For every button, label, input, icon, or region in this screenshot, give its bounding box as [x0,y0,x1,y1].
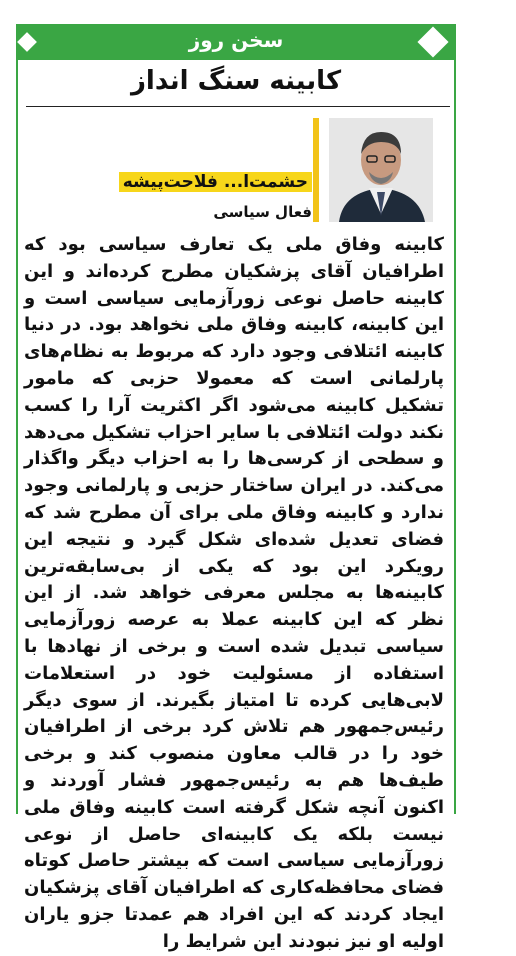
author-name: حشمت‌ا... فلاحت‌پیشه [119,172,312,192]
photo-accent-bar [313,118,319,222]
author-role: فعال سیاسی [213,203,312,221]
divider [26,106,450,107]
author-photo [329,118,433,222]
column-header [16,24,456,60]
article-body [24,232,444,956]
column-label: سخن روز [188,28,284,52]
body-paragraph: کابینه وفاق ملی یک تعارف سیاسی بود که اطرافیان آقای پزشکیان مطرح کرده‌اند و این کابینه حاصل نوعی زورآزمایی سیاسی است و این کابینه، کابینه وفاق ملی نخواهد بود. در دنیا کابینه ائتلافی وجود دارد که مربوط به نظام‌های پارلمانی است که معمولا حزبی که مامور تشکیل کابینه می‌شود اگر اکثریت آرا را کسب نکند دولت ائتلافی با سایر احزاب تشکیل می‌دهد و سطحی از کرسی‌ها را به احزاب دیگر واگذار می‌کند. در ایران ساختار حزبی و پارلمانی وجود ندارد و کابینه وفاق ملی برای آن مطرح شد که فضای تعدیل شده‌ای شکل گیرد و نتیجه این رویکرد این بود که یکی از بی‌سابقه‌ترین کابینه‌ها به مجلس معرفی خواهد شد. از این نظر که این کابینه عملا به عرصه زورآزمایی سیاسی تبدیل شده است و برخی از نهادها با استفاده از مسئولیت خود در استعلامات لابی‌هایی کرده تا امتیاز بگیرند. از سوی دیگر رئیس‌جمهور هم تلاش کرد برخی از اطرافیان خود را در قالب معاون منصوب کند و برخی طیف‌ها هم به رئیس‌جمهور فشار آوردند و اکنون آنچه شکل گرفته است کابینه وفاق ملی نیست بلکه یک کابینه‌ای حاصل از نوعی زورآزمایی سیاسی است که بیشتر حاصل کوتاه فضای محافظه‌کاری که اطرافیان آقای پزشکیان ایجاد کردند که این افراد هم عمدتا جزو یاران اولیه او نیز نبودند این شرایط را [24,234,444,952]
headline: کابینه سنگ انداز [130,66,342,96]
